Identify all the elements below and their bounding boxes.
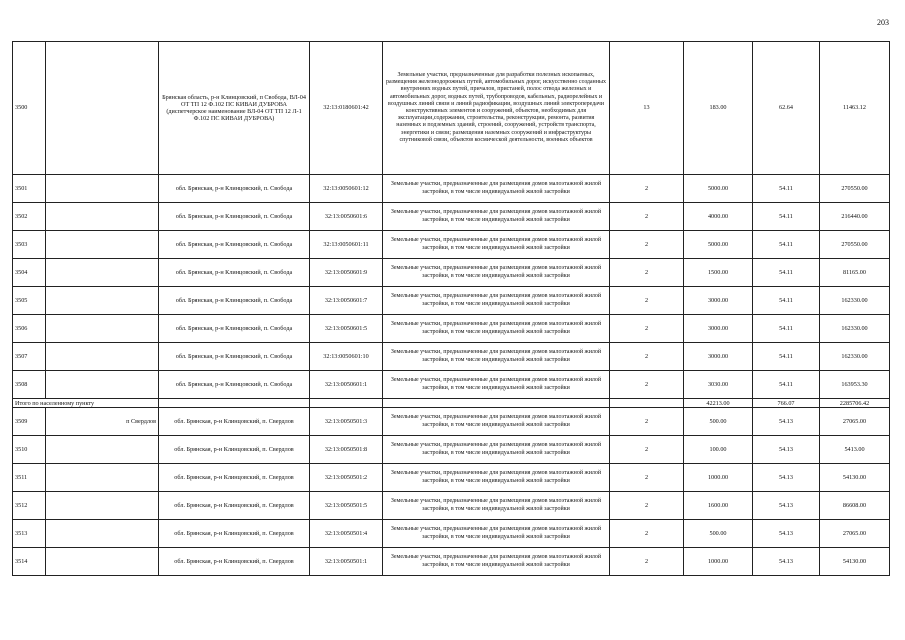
- land-use-type: Земельные участки, предназначенные для размещения домов малоэтажной жилой застройки, в том числе индивидуальной жилой застройки: [383, 287, 610, 315]
- table-row: [13, 203, 890, 231]
- specific-value-cell: 54.11: [753, 175, 820, 203]
- area-cell: 3000.00: [684, 315, 753, 343]
- settlement-name: [46, 436, 159, 464]
- settlement-name: [46, 343, 159, 371]
- total-price: 766.07: [753, 399, 820, 408]
- area-cell: 1600.00: [684, 492, 753, 520]
- specific-value-cell: 54.11: [753, 231, 820, 259]
- category-code: 13: [610, 42, 684, 175]
- land-use-type: Земельные участки, предназначенные для размещения домов малоэтажной жилой застройки, в том числе индивидуальной жилой застройки: [383, 259, 610, 287]
- table-row: [13, 315, 890, 343]
- table-row: [13, 436, 890, 464]
- row-number: 3502: [13, 203, 46, 231]
- specific-value-cell: 54.13: [753, 436, 820, 464]
- row-number: 3504: [13, 259, 46, 287]
- specific-value-cell: 54.11: [753, 203, 820, 231]
- settlement-name: [46, 492, 159, 520]
- table-row: [13, 520, 890, 548]
- area-cell: 100.00: [684, 436, 753, 464]
- cadastral-value-cell: 216440.00: [820, 203, 890, 231]
- total-empty-cell: [159, 399, 310, 408]
- category-code: 2: [610, 492, 684, 520]
- address-cell: обл. Брянская, р-н Клинцовский, п. Свобода: [159, 343, 310, 371]
- total-label: Итого по населенному пункту: [13, 399, 159, 408]
- specific-value-cell: 54.13: [753, 492, 820, 520]
- cadastral-value-cell: 81165.00: [820, 259, 890, 287]
- address-cell: Брянская область, р-н Клинцовский, п Свобода, ВЛ-04 ОТ ТП 12 Ф.102 ПС КИВАИ ДУБРОВА (диспетчерское наименование ВЛ-04 ОТ ТП 12 Л-1 Ф.102 ПС КИВАИ ДУБРОВА): [159, 42, 310, 175]
- page-number: 203: [877, 18, 889, 27]
- settlement-total-row: [13, 399, 890, 408]
- area-cell: 1500.00: [684, 259, 753, 287]
- cadastral-number: 32:13:0050601:6: [310, 203, 383, 231]
- row-number: 3506: [13, 315, 46, 343]
- row-number: 3510: [13, 436, 46, 464]
- address-cell: обл. Брянская, р-н Клинцовский, п. Свобода: [159, 287, 310, 315]
- specific-value-cell: 54.13: [753, 408, 820, 436]
- total-area: 42213.00: [684, 399, 753, 408]
- row-number: 3507: [13, 343, 46, 371]
- cadastral-value-cell: 11463.12: [820, 42, 890, 175]
- specific-value-cell: 54.11: [753, 343, 820, 371]
- address-cell: обл. Брянская, р-н Клинцовский, п. Свердлов: [159, 492, 310, 520]
- specific-value-cell: 54.13: [753, 464, 820, 492]
- address-cell: обл. Брянская, р-н Клинцовский, п. Свобода: [159, 231, 310, 259]
- area-cell: 500.00: [684, 408, 753, 436]
- cadastral-value-cell: 162330.00: [820, 287, 890, 315]
- category-code: 2: [610, 287, 684, 315]
- area-cell: 4000.00: [684, 203, 753, 231]
- table-row: [13, 464, 890, 492]
- specific-value-cell: 62.64: [753, 42, 820, 175]
- row-number: 3508: [13, 371, 46, 399]
- cadastral-value-cell: 27065.00: [820, 520, 890, 548]
- cadastral-value-cell: 270550.00: [820, 231, 890, 259]
- cadastral-number: 32:13:0180601:42: [310, 42, 383, 175]
- land-use-type: Земельные участки, предназначенные для размещения домов малоэтажной жилой застройки, в том числе индивидуальной жилой застройки: [383, 203, 610, 231]
- total-value: 2285706.42: [820, 399, 890, 408]
- address-cell: обл. Брянская, р-н Клинцовский, п. Свердлов: [159, 464, 310, 492]
- table-row: [13, 42, 890, 175]
- address-cell: обл. Брянская, р-н Клинцовский, п. Свердлов: [159, 436, 310, 464]
- area-cell: 5000.00: [684, 231, 753, 259]
- category-code: 2: [610, 259, 684, 287]
- cadastral-number: 32:13:0050501:4: [310, 520, 383, 548]
- specific-value-cell: 54.11: [753, 259, 820, 287]
- settlement-name: [46, 42, 159, 175]
- settlement-name: [46, 259, 159, 287]
- table-row: [13, 175, 890, 203]
- cadastral-number: 32:13:0050501:8: [310, 436, 383, 464]
- settlement-name: [46, 548, 159, 576]
- settlement-name: [46, 175, 159, 203]
- cadastral-value-cell: 162330.00: [820, 343, 890, 371]
- cadastral-value-cell: 162330.00: [820, 315, 890, 343]
- land-use-type: Земельные участки, предназначенные для размещения домов малоэтажной жилой застройки, в том числе индивидуальной жилой застройки: [383, 175, 610, 203]
- row-number: 3513: [13, 520, 46, 548]
- cadastral-number: 32:13:0050501:2: [310, 464, 383, 492]
- total-empty-cell: [310, 399, 383, 408]
- category-code: 2: [610, 203, 684, 231]
- cadastral-number: 32:13:0050601:1: [310, 371, 383, 399]
- cadastral-value-cell: 27065.00: [820, 408, 890, 436]
- land-use-type: Земельные участки, предназначенные для размещения домов малоэтажной жилой застройки, в том числе индивидуальной жилой застройки: [383, 315, 610, 343]
- address-cell: обл. Брянская, р-н Клинцовский, п. Свердлов: [159, 520, 310, 548]
- category-code: 2: [610, 464, 684, 492]
- cadastral-number: 32:13:0050601:5: [310, 315, 383, 343]
- area-cell: 500.00: [684, 520, 753, 548]
- area-cell: 3000.00: [684, 343, 753, 371]
- specific-value-cell: 54.11: [753, 315, 820, 343]
- table-row: [13, 231, 890, 259]
- address-cell: обл. Брянская, р-н Клинцовский, п. Свобода: [159, 371, 310, 399]
- area-cell: 3030.00: [684, 371, 753, 399]
- category-code: 2: [610, 343, 684, 371]
- specific-value-cell: 54.11: [753, 287, 820, 315]
- table-row: [13, 371, 890, 399]
- area-cell: 1000.00: [684, 548, 753, 576]
- settlement-name: [46, 520, 159, 548]
- cadastral-number: 32:13:0050501:1: [310, 548, 383, 576]
- land-use-type: Земельные участки, предназначенные для размещения домов малоэтажной жилой застройки, в том числе индивидуальной жилой застройки: [383, 231, 610, 259]
- settlement-name: [46, 371, 159, 399]
- category-code: 2: [610, 408, 684, 436]
- row-number: 3511: [13, 464, 46, 492]
- cadastral-number: 32:13:0050601:10: [310, 343, 383, 371]
- settlement-name: [46, 203, 159, 231]
- cadastral-number: 32:13:0050501:3: [310, 408, 383, 436]
- cadastral-value-cell: 54130.00: [820, 548, 890, 576]
- table-row: [13, 408, 890, 436]
- table-row: [13, 259, 890, 287]
- address-cell: обл. Брянская, р-н Клинцовский, п. Свердлов: [159, 548, 310, 576]
- cadastral-number: 32:13:0050601:12: [310, 175, 383, 203]
- category-code: 2: [610, 520, 684, 548]
- table-row: [13, 343, 890, 371]
- category-code: 2: [610, 231, 684, 259]
- cadastral-value-cell: 54130.00: [820, 464, 890, 492]
- cadastral-number: 32:13:0050601:9: [310, 259, 383, 287]
- category-code: 2: [610, 315, 684, 343]
- area-cell: 183.00: [684, 42, 753, 175]
- settlement-name: [46, 464, 159, 492]
- row-number: 3505: [13, 287, 46, 315]
- settlement-name: [46, 315, 159, 343]
- row-number: 3509: [13, 408, 46, 436]
- row-number: 3512: [13, 492, 46, 520]
- cadastral-value-cell: 163953.30: [820, 371, 890, 399]
- land-use-type: Земельные участки, предназначенные для разработки полезных ископаемых, размещения железнодорожных путей, автомобильных дорог, искусственно созданных внутренних водных путей, причалов, пристаней, полос отвода железных и автомобильных дорог, водных путей, трубопроводов, кабельных, радиорелейных и воздушных линий связи и линий радиофикации, воздушных линий электропередачи конструктивных элементов и сооружений, объектов, необходимых для эксплуатации,содержания, строительства, реконструкции, ремонта, развития наземных и подземных зданий, строений, сооружений, устройств транспорта, энергетики и связи; размещения наземных сооружений и инфраструктуры спутниковой связи, объектов космической деятельности, военных объектов: [383, 42, 610, 175]
- land-use-type: Земельные участки, предназначенные для размещения домов малоэтажной жилой застройки, в том числе индивидуальной жилой застройки: [383, 436, 610, 464]
- address-cell: обл. Брянская, р-н Клинцовский, п. Свобода: [159, 259, 310, 287]
- category-code: 2: [610, 371, 684, 399]
- settlement-name: [46, 287, 159, 315]
- table-row: [13, 548, 890, 576]
- cadastral-value-cell: 270550.00: [820, 175, 890, 203]
- cadastral-number: 32:13:0050601:11: [310, 231, 383, 259]
- row-number: 3514: [13, 548, 46, 576]
- table-row: [13, 492, 890, 520]
- address-cell: обл. Брянская, р-н Клинцовский, п. Свобода: [159, 315, 310, 343]
- land-use-type: Земельные участки, предназначенные для размещения домов малоэтажной жилой застройки, в том числе индивидуальной жилой застройки: [383, 371, 610, 399]
- table-row: [13, 287, 890, 315]
- specific-value-cell: 54.13: [753, 548, 820, 576]
- total-empty-cell: [383, 399, 610, 408]
- row-number: 3500: [13, 42, 46, 175]
- category-code: 2: [610, 175, 684, 203]
- land-use-type: Земельные участки, предназначенные для размещения домов малоэтажной жилой застройки, в том числе индивидуальной жилой застройки: [383, 520, 610, 548]
- land-use-type: Земельные участки, предназначенные для размещения домов малоэтажной жилой застройки, в том числе индивидуальной жилой застройки: [383, 492, 610, 520]
- category-code: 2: [610, 436, 684, 464]
- land-use-type: Земельные участки, предназначенные для размещения домов малоэтажной жилой застройки, в том числе индивидуальной жилой застройки: [383, 343, 610, 371]
- land-use-type: Земельные участки, предназначенные для размещения домов малоэтажной жилой застройки, в том числе индивидуальной жилой застройки: [383, 408, 610, 436]
- total-empty-cell: [610, 399, 684, 408]
- settlement-name: [46, 231, 159, 259]
- area-cell: 5000.00: [684, 175, 753, 203]
- land-register-table: [12, 41, 890, 576]
- cadastral-number: 32:13:0050501:5: [310, 492, 383, 520]
- row-number: 3503: [13, 231, 46, 259]
- address-cell: обл. Брянская, р-н Клинцовский, п. Свобода: [159, 175, 310, 203]
- area-cell: 1000.00: [684, 464, 753, 492]
- row-number: 3501: [13, 175, 46, 203]
- specific-value-cell: 54.13: [753, 520, 820, 548]
- cadastral-value-cell: 86608.00: [820, 492, 890, 520]
- address-cell: обл. Брянская, р-н Клинцовский, п. Свердлов: [159, 408, 310, 436]
- cadastral-number: 32:13:0050601:7: [310, 287, 383, 315]
- area-cell: 3000.00: [684, 287, 753, 315]
- cadastral-value-cell: 5413.00: [820, 436, 890, 464]
- land-use-type: Земельные участки, предназначенные для размещения домов малоэтажной жилой застройки, в том числе индивидуальной жилой застройки: [383, 464, 610, 492]
- address-cell: обл. Брянская, р-н Клинцовский, п. Свобода: [159, 203, 310, 231]
- specific-value-cell: 54.11: [753, 371, 820, 399]
- land-use-type: Земельные участки, предназначенные для размещения домов малоэтажной жилой застройки, в том числе индивидуальной жилой застройки: [383, 548, 610, 576]
- settlement-name: п Свердлов: [46, 408, 159, 436]
- category-code: 2: [610, 548, 684, 576]
